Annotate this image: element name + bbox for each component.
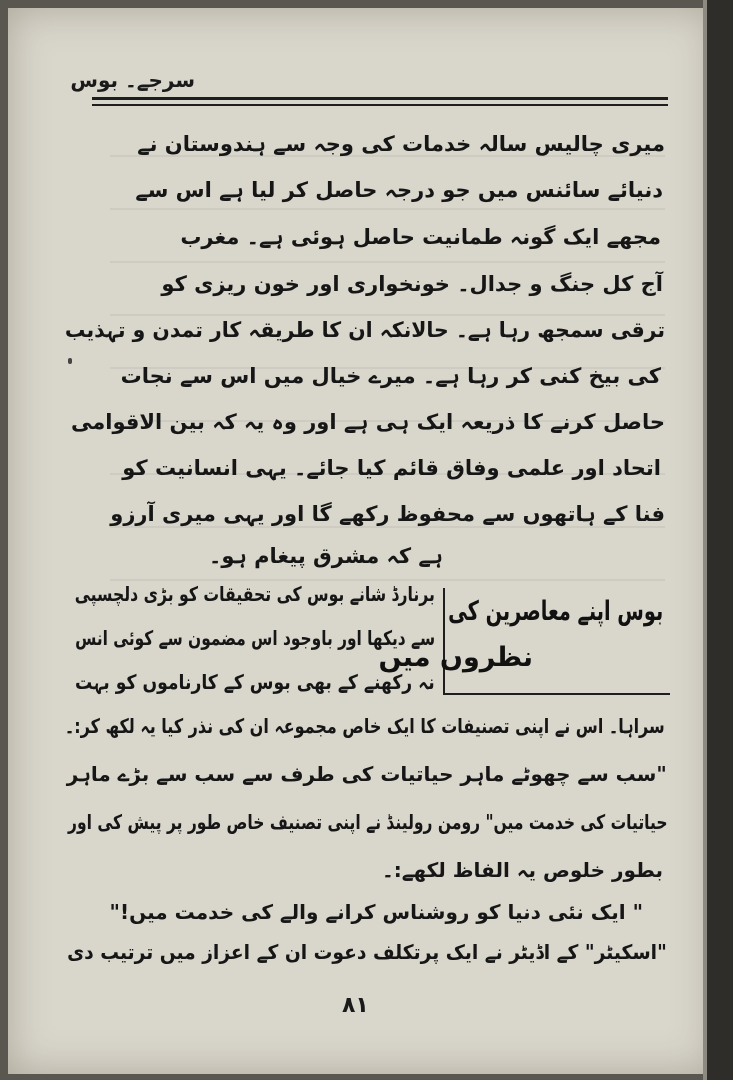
page-number: ۸۱ [342, 993, 369, 1018]
header-rule-thick [92, 97, 668, 100]
section-line: برنارڈ شانے بوس کی تحقیقات کو بڑی دلچسپی [74, 582, 435, 606]
section-line: بطور خلوص یہ الفاظ لکھے:۔ [382, 858, 663, 882]
header-rule-thin [92, 104, 668, 106]
body-line: ہے کہ مشرق پیغام ہو۔ [209, 544, 443, 568]
body-line: دنیائے سائنس میں جو درجہ حاصل کر لیا ہے اس سے [135, 178, 663, 202]
section-line: "سب سے چھوٹے ماہر حیاتیات کی طرف سے سب سے بڑے ماہر [67, 762, 667, 786]
body-line: فنا کے ہاتھوں سے محفوظ رکھے گا اور یہی میری آرزو [110, 502, 665, 526]
body-line: آج کل جنگ و جدال۔ خونخواری اور خون ریزی کو [161, 272, 663, 296]
body-line: کی بیخ کنی کر رہا ہے۔ میرے خیال میں اس سے نجات [120, 364, 661, 388]
body-line: میری چالیس سالہ خدمات کی وجہ سے ہندوستان نے [137, 132, 665, 156]
quote-line: " ایک نئی دنیا کو روشناس کرانے والے کی خدمت میں!" [109, 900, 643, 924]
side-heading-line1: بوس اپنے معاصرین کی [447, 596, 663, 627]
header-title: سرجے۔ بوس [70, 68, 195, 92]
section-line: "اسکیٹر" کے اڈیٹر نے ایک پرتکلف دعوت ان کے اعزاز میں ترتیب دی [67, 940, 667, 964]
body-line: حاصل کرنے کا ذریعہ ایک ہی ہے اور وہ یہ کہ بین الاقوامی [71, 410, 665, 434]
book-spine [707, 0, 733, 1080]
section-line: سے دیکھا اور باوجود اس مضمون سے کوئی انس [74, 626, 435, 650]
body-line: اتحاد اور علمی وفاق قائم کیا جائے۔ یہی انسانیت کو [122, 456, 661, 480]
ink-mark [68, 358, 72, 364]
side-heading-line2: نظروں میں [378, 642, 533, 673]
running-header [70, 62, 665, 96]
body-line: ترقی سمجھ رہا ہے۔ حالانکہ ان کا طریقہ کار تمدن و تہذیب [64, 318, 665, 342]
section-line: حیاتیات کی خدمت میں" رومن رولینڈ نے اپنی تصنیف خاص طور پر پیش کی اور [67, 810, 667, 834]
section-line: سراہا۔ اس نے اپنی تصنیفات کا ایک خاص مجموعہ ان کی نذر کیا یہ لکھ کر:۔ [65, 714, 665, 738]
section-line: نہ رکھنے کے بھی بوس کے کارناموں کو بہت [75, 670, 435, 694]
body-line: مجھے ایک گونہ طمانیت حاصل ہوئی ہے۔ مغرب [180, 225, 661, 249]
